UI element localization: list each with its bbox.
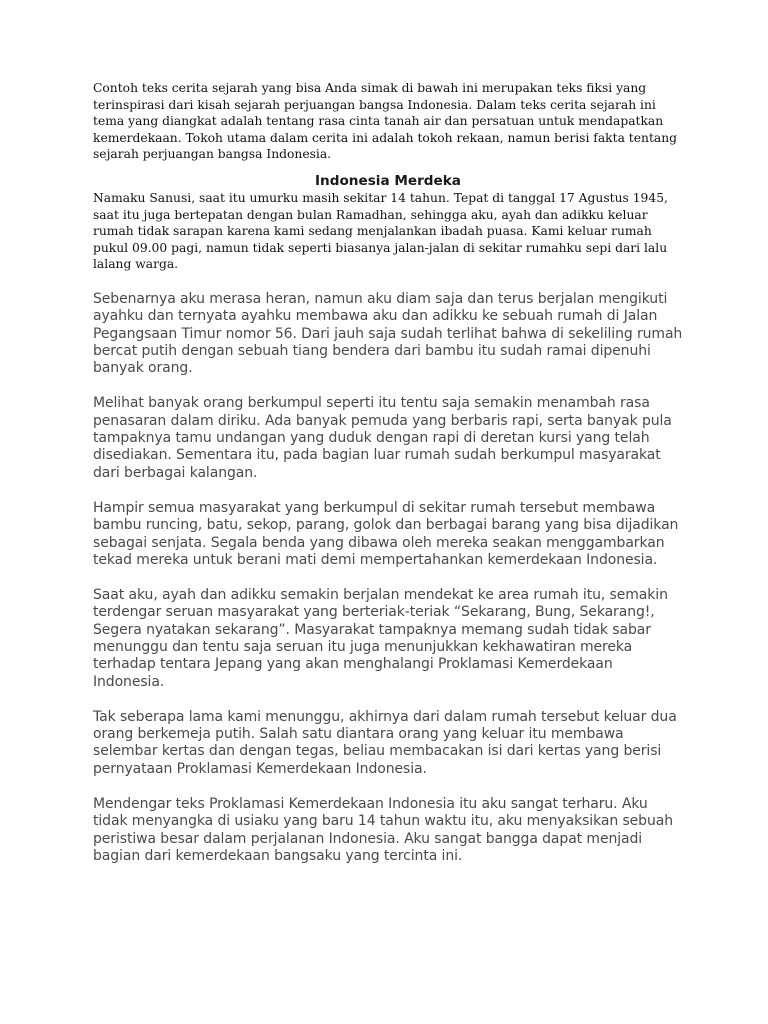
story-paragraph-3: Melihat banyak orang berkumpul seperti itu tentu saja semakin menambah rasa penasaran dalam diriku. Ada banyak pemuda yang berbaris rapi, serta banyak pula tampaknya tamu undangan yang duduk dengan rapi di deretan kursi yang telah disediakan. Sementara itu, pada bagian luar rumah sudah berkumpul masyarakat dari berbagai kalangan. <box>93 395 672 481</box>
story-paragraph-1: Namaku Sanusi, saat itu umurku masih sekitar 14 tahun. Tepat di tanggal 17 Agustus 1945, saat itu juga bertepatan dengan bulan Ramadhan, sehingga aku, ayah dan adikku keluar rumah tidak sarapan karena kami sedang menjalankan ibadah puasa. Kami keluar rumah pukul 09.00 pagi, namun tidak seperti biasanya jalan-jalan di sekitar rumahku sepi dari lalu lalang warga. <box>93 190 668 272</box>
story-paragraph-2: Sebenarnya aku merasa heran, namun aku diam saja dan terus berjalan mengikuti ayahku dan ternyata ayahku membawa aku dan adikku ke sebuah rumah di Jalan Pegangsaan Timur nomor 56. Dari jauh saja sudah terlihat bahwa di sekeliling rumah bercat putih dengan sebuah tiang bendera dari bambu itu sudah ramai dipenuhi banyak orang. <box>93 290 683 377</box>
story-paragraph-6: Tak seberapa lama kami menunggu, akhirnya dari dalam rumah tersebut keluar dua orang berkemeja putih. Salah satu diantara orang yang keluar itu membawa selembar kertas dan dengan tegas, beliau membacakan isi dari kertas yang berisi pernyataan Proklamasi Kemerdekaan Indonesia. <box>93 708 677 777</box>
document-body <box>93 80 683 865</box>
story-title: Indonesia Merdeka <box>315 172 461 189</box>
story-paragraph-4: Hampir semua masyarakat yang berkumpul di sekitar rumah tersebut membawa bambu runcing, batu, sekop, parang, golok dan berbagai barang yang bisa dijadikan sebagai senjata. Segala benda yang dibawa oleh mereka seakan menggambarkan tekad mereka untuk berani mati demi mempertahankan kemerdekaan Indonesia. <box>93 499 679 568</box>
story-paragraph-5: Saat aku, ayah dan adikku semakin berjalan mendekat ke area rumah itu, semakin terdengar seruan masyarakat yang berteriak-teriak “Sekarang, Bung, Sekarang!, Segera nyatakan sekarang”. Masyarakat tampaknya memang sudah tidak sabar menunggu dan tentu saja seruan itu juga menunjukkan kekhawatiran mereka terhadap tentara Jepang yang akan menghalangi Proklamasi Kemerdekaan Indonesia. <box>93 587 668 690</box>
intro-paragraph: Contoh teks cerita sejarah yang bisa Anda simak di bawah ini merupakan teks fiksi yang terinspirasi dari kisah sejarah perjuangan bangsa Indonesia. Dalam teks cerita sejarah ini tema yang diangkat adalah tentang rasa cinta tanah air dan persatuan untuk mendapatkan kemerdekaan. Tokoh utama dalam cerita ini adalah tokoh rekaan, namun berisi fakta tentang sejarah perjuangan bangsa Indonesia. <box>93 81 678 162</box>
story-paragraph-7: Mendengar teks Proklamasi Kemerdekaan Indonesia itu aku sangat terharu. Aku tidak menyangka di usiaku yang baru 14 tahun waktu itu, aku menyaksikan sebuah peristiwa besar dalam perjalanan Indonesia. Aku sangat bangga dapat menjadi bagian dari kemerdekaan bangsaku yang tercinta ini. <box>93 796 673 864</box>
